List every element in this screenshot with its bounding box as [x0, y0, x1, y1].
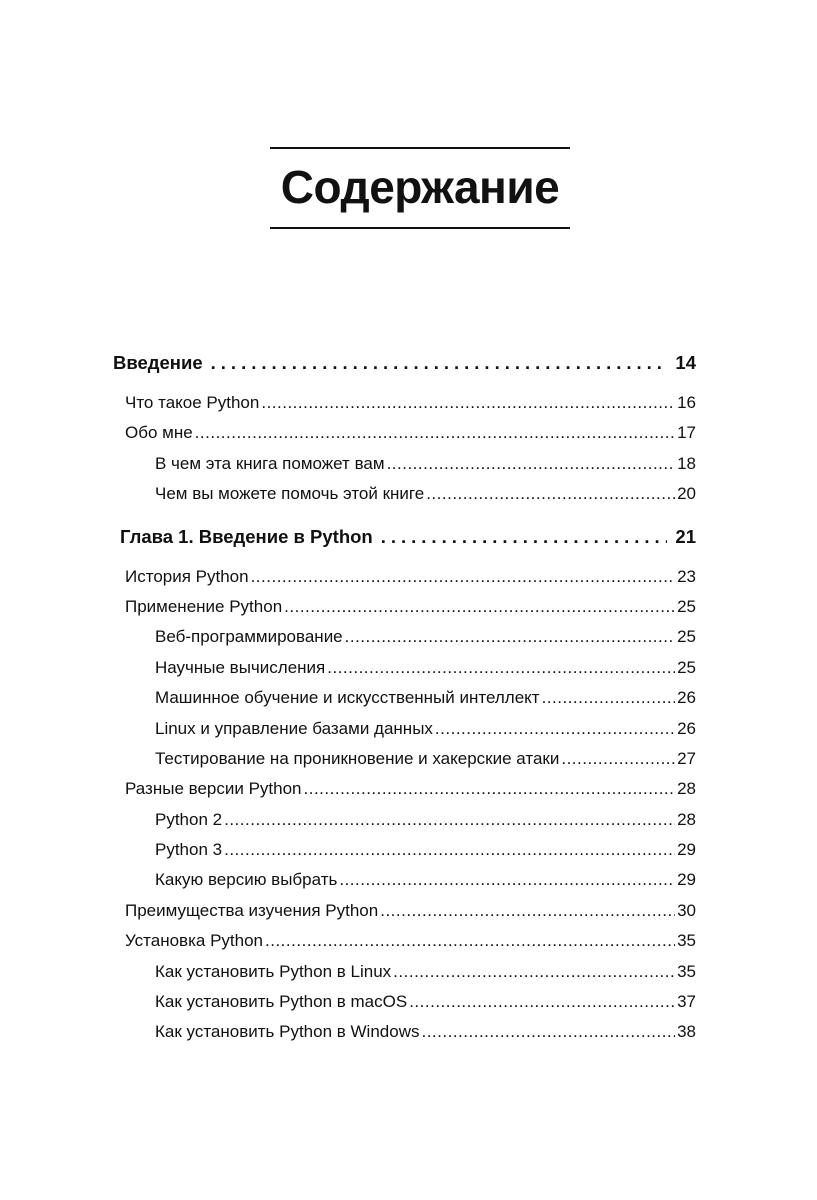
dot-leader — [339, 865, 675, 895]
page-number: 16 — [677, 393, 696, 412]
section-title: Введение — [113, 352, 203, 373]
toc-entry[interactable] — [113, 865, 696, 895]
toc-entry[interactable] — [113, 592, 696, 622]
dot-leader — [284, 592, 675, 622]
toc-entry[interactable] — [113, 774, 696, 804]
page-number: 28 — [677, 779, 696, 799]
toc-section-heading[interactable] — [113, 346, 696, 380]
toc-entry[interactable] — [113, 622, 696, 652]
toc-entry[interactable] — [113, 562, 696, 592]
toc-entry[interactable] — [113, 744, 696, 774]
page-number: 20 — [677, 484, 696, 504]
table-of-contents — [113, 346, 696, 1048]
toc-entry[interactable] — [113, 388, 696, 418]
entry-title: Тестирование на проникновение и хакерские атаки — [155, 748, 560, 768]
dot-leader — [380, 896, 675, 926]
dot-leader — [251, 562, 676, 592]
entry-title: Разные версии Python — [125, 779, 302, 799]
toc-entry[interactable] — [113, 683, 696, 713]
entry-title: Python 3 — [155, 840, 223, 860]
dot-leader — [265, 926, 675, 956]
page-number: 25 — [677, 657, 696, 677]
toc-entry[interactable] — [113, 418, 696, 448]
page-number: 23 — [677, 566, 696, 586]
entry-title: Обо мне — [125, 423, 193, 443]
page-number: 17 — [677, 423, 696, 443]
title-block — [270, 147, 570, 229]
toc-entry[interactable] — [113, 479, 696, 509]
page-number: 29 — [677, 840, 696, 860]
page-number: 35 — [677, 931, 696, 951]
page-number: 37 — [677, 992, 696, 1012]
page-number: 26 — [677, 718, 696, 738]
entry-title: Научные вычисления — [155, 657, 326, 677]
toc-section-heading[interactable] — [113, 520, 696, 554]
dot-leader — [426, 479, 675, 509]
dot-leader — [304, 774, 676, 804]
toc-entry[interactable] — [113, 987, 696, 1017]
entry-title: Как установить Python в Linux — [155, 961, 392, 981]
entry-title: Python 2 — [155, 809, 223, 829]
dot-leader — [224, 835, 675, 865]
entry-title: Чем вы можете помочь этой книге — [155, 484, 425, 504]
page-number: 18 — [677, 453, 696, 473]
page-number: 25 — [677, 627, 696, 647]
toc-entry[interactable] — [113, 835, 696, 865]
page-number: 14 — [675, 352, 696, 373]
dot-leader — [421, 1017, 675, 1047]
page-number: 30 — [677, 900, 696, 920]
toc-entry[interactable] — [113, 714, 696, 744]
dot-leader — [387, 449, 676, 479]
entry-title: Веб-программирование — [155, 627, 343, 647]
toc-entry[interactable] — [113, 449, 696, 479]
title-top-rule — [270, 147, 570, 149]
toc-entry[interactable] — [113, 926, 696, 956]
toc-entry[interactable] — [113, 957, 696, 987]
toc-entry[interactable] — [113, 653, 696, 683]
dot-leader — [195, 418, 675, 448]
entry-title: Какую версию выбрать — [155, 870, 338, 890]
entry-title: Преимущества изучения Python — [125, 900, 379, 920]
page-number: 28 — [677, 809, 696, 829]
page-number: 25 — [677, 596, 696, 616]
toc-entry[interactable] — [113, 805, 696, 835]
entry-title: Как установить Python в macOS — [155, 992, 408, 1012]
dot-leader — [327, 653, 675, 683]
dot-leader — [224, 805, 675, 835]
entry-title: В чем эта книга поможет вам — [155, 453, 385, 473]
entry-title: Что такое Python — [125, 393, 260, 412]
dot-leader — [261, 388, 675, 418]
dot-leader — [561, 744, 675, 774]
section-title: Глава 1. Введение в Python — [120, 525, 373, 547]
dot-leader — [393, 957, 675, 987]
entry-title: Установка Python — [125, 931, 264, 951]
dot-leader — [345, 622, 675, 652]
entry-title: Как установить Python в Windows — [155, 1022, 420, 1042]
page-title: Содержание — [280, 161, 560, 213]
title-bottom-rule — [270, 227, 570, 229]
toc-entry[interactable] — [113, 896, 696, 926]
entry-title: Linux и управление базами данных — [155, 718, 433, 738]
page-number: 27 — [677, 748, 696, 768]
dot-leader — [409, 987, 675, 1017]
dot-leader — [542, 683, 676, 713]
entry-title: Машинное обучение и искусственный интеллект — [155, 688, 540, 708]
entry-title: История Python — [125, 566, 249, 586]
toc-entry[interactable] — [113, 1017, 696, 1047]
page-number: 38 — [677, 1022, 696, 1042]
dot-leader — [381, 520, 668, 554]
page-number: 26 — [677, 688, 696, 708]
page-number: 29 — [677, 870, 696, 890]
page-number: 21 — [675, 525, 696, 547]
page-number: 35 — [677, 961, 696, 981]
dot-leader — [435, 714, 675, 744]
dot-leader — [211, 346, 668, 380]
entry-title: Применение Python — [125, 596, 283, 616]
